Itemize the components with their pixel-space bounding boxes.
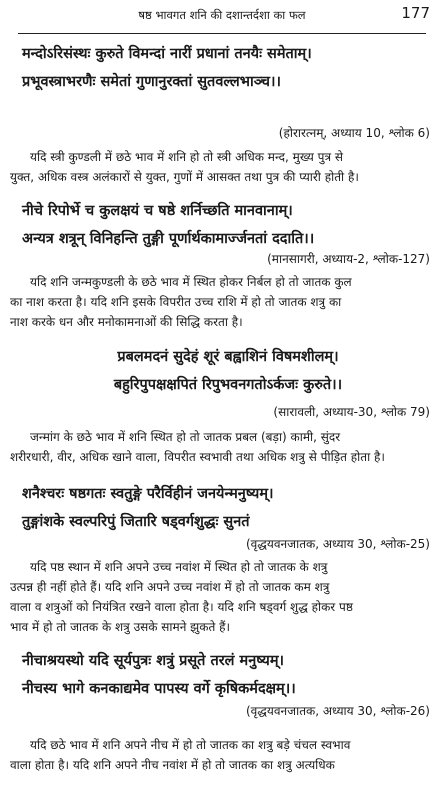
verse-reference: (सारावली, अध्याय-30, श्लोक 79) (273, 405, 430, 419)
verse-line: नीचस्य भागे कनकाद्यमेव पापस्य वर्गे कृषिकर्मदक्षम्।। (22, 681, 296, 697)
commentary-line: शरीरधारी, वीर, अधिक खाने वाला, विपरीत स्वभावी तथा अधिक शत्रु से पीड़ित होता है। (10, 450, 385, 464)
verse-line: प्रबलमदनं सुदेहं शूरं बह्वाशिनं विषमशीलम्। (117, 349, 339, 365)
hindi-commentary (10, 735, 434, 775)
hindi-commentary (10, 427, 434, 467)
verse-reference: (होरारत्नम्, अध्याय 10, श्लोक 6) (278, 126, 430, 140)
verse-line: शनैश्चरः षष्ठगतः स्वतुङ्गे परैर्विहीनं जनयेन्मनुष्यम्। (22, 486, 274, 502)
commentary-line: यदि स्त्री कुण्डली में छठे भाव में शनि हो तो स्त्री अधिक मन्द, मुख्य पुत्र से (30, 150, 343, 164)
verse-line: नीचाश्रयस्थो यदि सूर्यपुत्रः शत्रुं प्रसूते तरलं मनुष्यम्। (22, 653, 284, 669)
verse-line: मन्दोऽरिसंस्थः कुरुते विमन्दां नारीं प्रधानां तनयैः समेताम्। (22, 46, 312, 62)
header-rule (18, 33, 426, 34)
commentary-line: युक्त, अधिक वस्त्र अलंकारों से युक्त, गुणों में आसक्त तथा पुत्र की प्यारी होती है। (10, 170, 359, 184)
commentary-line: का नाश करता है। यदि शनि इसके विपरीत उच्च राशि में हो तो जातक शत्रु का (10, 295, 342, 309)
commentary-line: नाश करके धन और मनोकामनाओं की सिद्धि करता है। (10, 315, 243, 329)
page-number: 177 (401, 4, 430, 22)
sanskrit-verse (22, 40, 434, 96)
page-header (0, 0, 444, 36)
verse-reference: (वृद्धयवनजातक, अध्याय 30, श्लोक-26) (245, 704, 430, 718)
verse-line: बहुरिपुपक्षक्षपितं रिपुभवनगतोऽर्कजः कुरुते।। (113, 377, 343, 393)
commentary-line: उत्पन्न ही नहीं होते हैं। यदि शनि अपने उच्च नवांश में हो तो जातक कम शत्रु (10, 580, 330, 594)
hindi-commentary (10, 147, 434, 187)
commentary-line: यदि पष्ठ स्थान में शनि अपने उच्च नवांश में स्थित हो तो जातक के शत्रु (30, 560, 328, 574)
verse-line: प्रभूवस्त्राभरणैः समेतां गुणानुरक्तां सुतवल्लभाञ्च।। (22, 74, 281, 90)
commentary-line: भाव में हो तो जातक के शत्रु उसके सामने झुकते हैं। (10, 620, 231, 634)
verse-line: तुङ्गांशके स्वल्परिपुं जितारि षड्वर्गशुद्धः सुनतं (22, 514, 250, 530)
commentary-line: वाला व शत्रुओं को नियंत्रित रखने वाला होता है। यदि शनि षड्वर्ग शुद्ध होकर पष्ठ (10, 600, 353, 614)
commentary-line: यदि छठे भाव में शनि अपने नीच में हो तो जातक का शत्रु बड़े चंचल स्वभाव (30, 738, 351, 752)
verse-reference: (वृद्धयवनजातक, अध्याय 30, श्लोक-25) (245, 537, 430, 551)
sanskrit-verse (22, 343, 434, 399)
hindi-commentary (10, 272, 434, 332)
commentary-line: वाला होता है। यदि शनि अपने नीच नवांश में हो तो जातक का शत्रु अत्यधिक (10, 758, 335, 772)
commentary-line: जन्मांग के छठे भाव में शनि स्थित हो तो जातक प्रबल (बड़ा) कामी, सुंदर (30, 430, 341, 444)
verse-line: नीचे रिपोर्भे च कुलक्षयं च षष्ठे शर्निच्छति मानवानाम्। (22, 203, 293, 219)
sanskrit-verse (22, 197, 434, 253)
commentary-line: यदि शनि जन्मकुण्डली के छठे भाव में स्थित होकर निर्बल हो तो जातक कुल (30, 275, 352, 289)
sanskrit-verse (22, 647, 434, 703)
verse-line: अन्यत्र शत्रून् विनिहन्ति तुङ्गी पूर्णार्थकामार्ज्जनतां ददाति।। (22, 231, 315, 247)
hindi-commentary (10, 557, 434, 637)
sanskrit-verse (22, 480, 434, 536)
running-header-title: षष्ठ भावगत शनि की दशान्तर्दशा का फल (138, 8, 306, 22)
verse-reference: (मानसागरी, अध्याय-2, श्लोक-127) (267, 252, 430, 266)
